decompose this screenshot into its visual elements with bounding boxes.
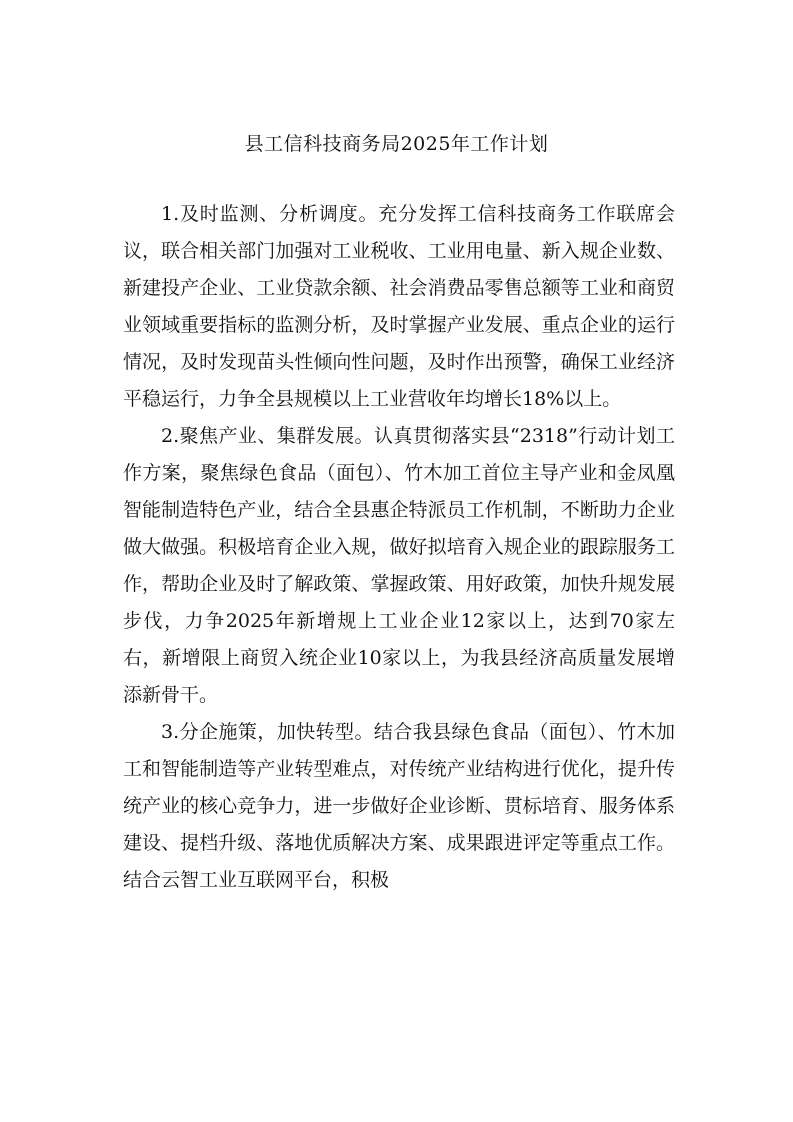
paragraph-1: 1.及时监测、分析调度。充分发挥工信科技商务工作联席会议，联合相关部门加强对工业税收、工业用电量、新入规企业数、新建投产企业、工业贷款余额、社会消费品零售总额等工业和商贸业领域重要指标的监测分析，及时掌握产业发展、重点企业的运行情况，及时发现苗头性倾向性问题，及时作出预警，确保工业经济平稳运行，力争全县规模以上工业营收年均增长18%以上。 — [123, 203, 675, 410]
paragraph-3: 3.分企施策，加快转型。结合我县绿色食品（面包）、竹木加工和智能制造等产业转型难点，对传统产业结构进行优化，提升传统产业的核心竞争力，进一步做好企业诊断、贯标培育、服务体系建设、提档升级、落地优质解决方案、成果跟进评定等重点工作。结合云智工业互联网平台，积极 — [123, 721, 675, 891]
document-body — [123, 196, 675, 899]
document-title: 县工信科技商务局2025年工作计划 — [244, 133, 549, 155]
paragraph-2: 2.聚焦产业、集群发展。认真贯彻落实县“2318”行动计划工作方案，聚焦绿色食品（面包）、竹木加工首位主导产业和金凤凰智能制造特色产业，结合全县惠企特派员工作机制，不断助力企业做大做强。积极培育企业入规，做好拟培育入规企业的跟踪服务工作，帮助企业及时了解政策、掌握政策、用好政策，加快升规发展步伐，力争2025年新增规上工业企业12家以上，达到70家左右，新增限上商贸入统企业10家以上，为我县经济高质量发展增添新骨干。 — [123, 425, 675, 706]
